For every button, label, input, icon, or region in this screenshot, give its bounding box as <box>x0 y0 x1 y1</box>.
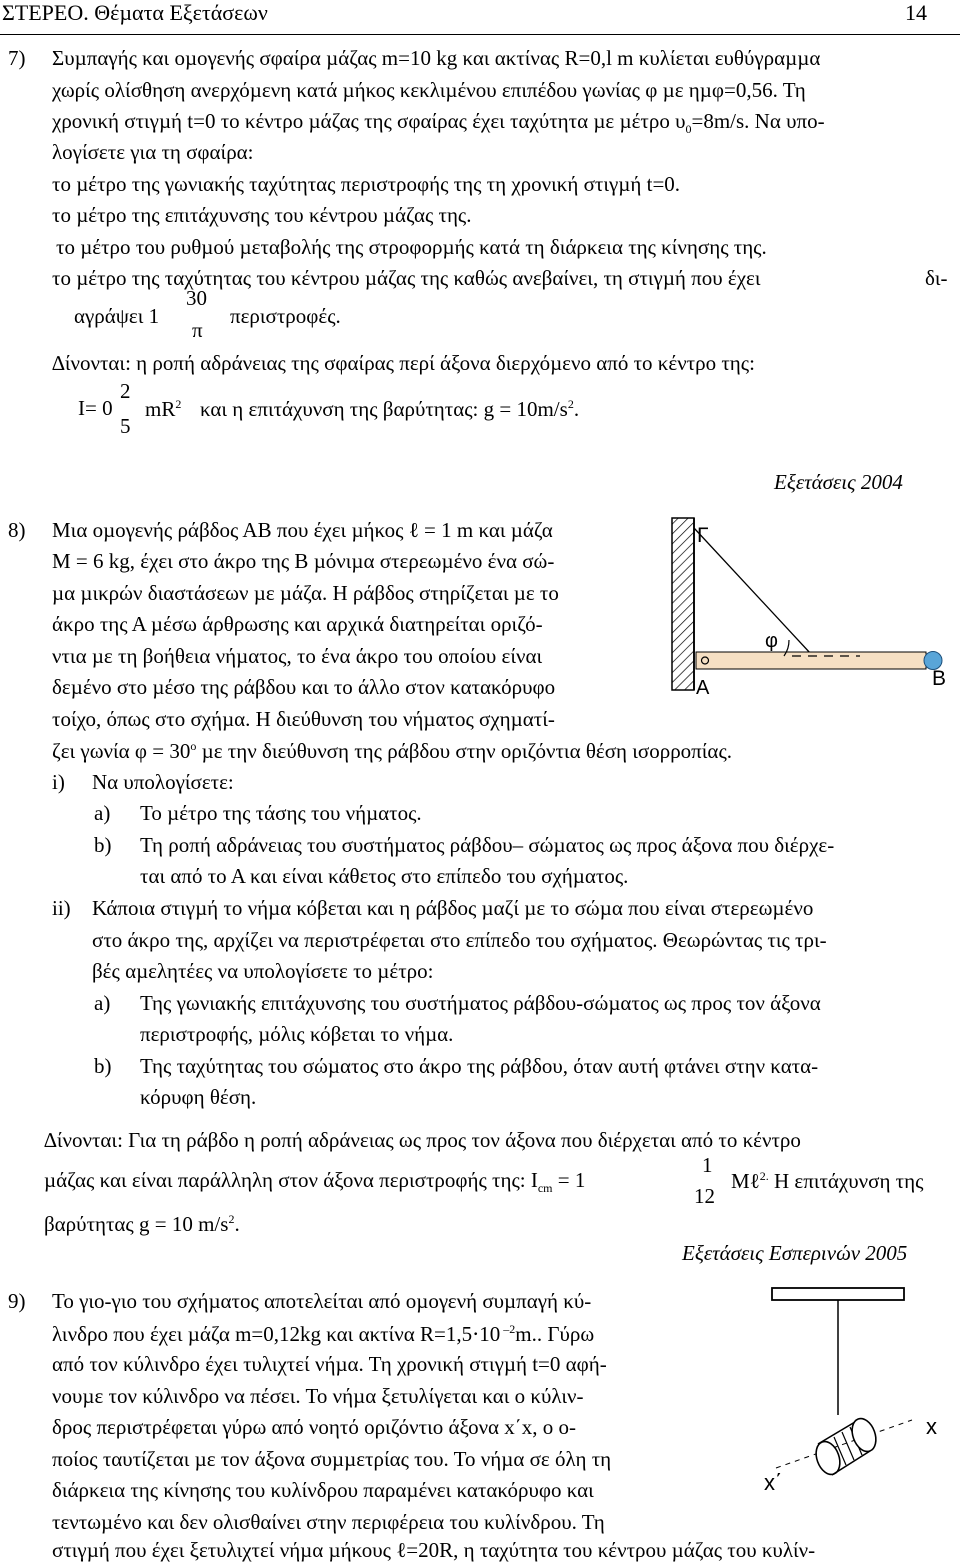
q9-number: 9) <box>8 1289 26 1313</box>
q9-line-2-pre: λινδρο που έχει µάζα m=0,12kg και ακτίνα R=1,5⋅10 <box>52 1322 501 1346</box>
q9-line-4: νουµε τον κύλινδρο να πέσει. Το νήµα ξετυλίγεται και ο κύλιν- <box>52 1384 584 1408</box>
q8-given-2-post: Η επιτάχυνση της <box>768 1169 924 1193</box>
q8-iia-label: a) <box>94 991 111 1015</box>
q9-line-5: δρος περιστρέφεται γύρω από νοητό οριζόντιο άξονα x΄x, ο ο- <box>52 1415 577 1439</box>
string <box>694 528 811 654</box>
q8-given-3-exponent: 2 <box>228 1212 235 1226</box>
q8-iib-text-2: κόρυφη θέση. <box>140 1085 257 1109</box>
q7-rev-pre: αγράψει 1 <box>74 304 160 328</box>
q8-line-1: Μια οµογενής ράβδος ΑΒ που έχει µήκος ℓ = 1 m και µάζα <box>52 518 553 542</box>
q8-ii-text-3: βές αµελητέες να υπολογίσετε το µέτρο: <box>92 959 434 983</box>
q7-item-4: το µέτρο της ταχύτητας του κέντρου µάζας της καθώς ανεβαίνει, τη στιγµή που έχει <box>52 266 761 290</box>
q8-number: 8) <box>8 518 26 542</box>
cylinder-back-face <box>812 1438 844 1477</box>
q9-line-7: διάρκεια της κίνησης του κυλίνδρου παραµένει κατακόρυφο και <box>52 1478 594 1502</box>
q8-line-3: µα µικρών διαστάσεων µε µάζα. Η ράβδος στηρίζεται µε το <box>52 581 559 605</box>
q8-ib-text-2: ται από το Α και είναι κάθετος στο επίπεδο του σχήµατος. <box>140 864 629 888</box>
q7-inertia-numerator: 2 <box>120 379 131 403</box>
q7-u0-subscript: 0 <box>685 122 692 137</box>
q7-line-3-text: χρονική στιγµή t=0 το κέντρο µάζας της σφαίρας έχει ταχύτητα µε µέτρο υ <box>52 109 686 133</box>
q7-inertia-mr <box>145 398 181 420</box>
q8-line-8-post: µε την διεύθυνση της ράβδου στην οριζόντια θέση ισορροπίας. <box>196 739 733 763</box>
q7-rev-numerator: 30 <box>186 286 207 310</box>
q7-item-4-hyphen: δι- <box>925 266 948 290</box>
q7-given: ∆ίνονται: η ροπή αδράνειας της σφαίρας περί άξονα διερχόµενο από το κέντρο της: <box>52 351 755 375</box>
cylinder-front-face <box>848 1415 880 1454</box>
q9-exponent: –2 <box>500 1322 516 1336</box>
ceiling <box>772 1288 904 1300</box>
q8-given-3 <box>44 1213 240 1235</box>
q8-given-2-pre: µάζας και είναι παράλληλη στον άξονα περιστροφής της: I <box>44 1168 538 1192</box>
rod-wall-figure <box>664 512 954 702</box>
q8-line-8-pre: ζει γωνία φ = 30 <box>52 739 191 763</box>
q7-line-2: χωρίς ολίσθηση ανερχόµενη κατά µήκος κεκλιµένου επιπέδου γωνίας φ µε ηµφ=0,56. Τη <box>52 78 806 102</box>
q8-given-2-M-text: Mℓ <box>731 1169 760 1193</box>
q7-g-exponent: 2 <box>567 397 574 411</box>
page-number: 14 <box>905 0 927 25</box>
q7-inertia-denominator: 5 <box>120 414 131 438</box>
label-A: Α <box>696 677 710 699</box>
q7-line-3 <box>52 111 825 135</box>
q7-item-1: το µέτρο της γωνιακής ταχύτητας περιστροφής της τη χρονική στιγµή t=0. <box>52 172 681 196</box>
yoyo-figure <box>740 1280 950 1500</box>
q9-line-2 <box>52 1323 594 1345</box>
q8-given-1: ∆ίνονται: Για τη ράβδο η ροπή αδράνειας ως προς τον άξονα που διέρχεται από το κέντρο <box>44 1128 801 1152</box>
label-gamma: Γ <box>697 524 709 547</box>
q7-inertia-mr-text: mR <box>145 397 176 421</box>
q8-i-label: i) <box>52 770 65 794</box>
q7-line-3-tail: =8m/s. Να υπο- <box>691 109 825 133</box>
q8-iib-text-1: Της ταχύτητας του σώµατος στο άκρο της ράβδου, όταν αυτή φτάνει στην κατα- <box>140 1054 819 1078</box>
q8-given-2 <box>44 1170 585 1194</box>
q8-line-6: δεµένο στο µέσο της ράβδου και το άλλο στον κατακόρυφο <box>52 675 556 699</box>
q8-line-2: Μ = 6 kg, έχει στο άκρο της Β µόνιµα στερεωµένο ένα σώ- <box>52 549 555 573</box>
q8-ii-text-1: Κάποια στιγµή το νήµα κόβεται και η ράβδος µαζί µε το σώµα που είναι στερεωµένο <box>92 896 814 920</box>
q7-source: Εξετάσεις 2004 <box>774 470 903 494</box>
q8-icm-subscript: cm <box>537 1181 553 1196</box>
q8-given-2-eq: = 1 <box>552 1168 586 1192</box>
q8-ia-text: Το µέτρο της τάσης του νήµατος. <box>140 801 422 825</box>
q9-line-2-post: m.. Γύρω <box>515 1322 595 1346</box>
q8-line-8 <box>52 740 732 762</box>
q8-iia-text-1: Της γωνιακής επιτάχυνσης του συστήµατος ράβδου-σώµατος ως προς τον άξονα <box>140 991 821 1015</box>
q9-line-9: στιγµή που έχει ξετυλιχτεί νήµα µήκους ℓ=20R, η ταχύτητα του κέντρου µάζας του κυλίν- <box>52 1538 816 1562</box>
q8-line-7: τοίχο, όπως στο σχήµα. Η διεύθυνση του νήµατος σχηµατί- <box>52 707 555 731</box>
q7-inertia-end: . <box>573 397 580 421</box>
q9-line-8: τεντωµένο και δεν ολισθαίνει στην περιφέρεια του κυλίνδρου. Τη <box>52 1510 605 1534</box>
q7-line-1: Συµπαγής και οµογενής σφαίρα µάζας m=10 kg και ακτίνας R=0,l m κυλίεται ευθύγραµµα <box>52 46 821 70</box>
q8-given-3-end: . <box>234 1212 240 1236</box>
q8-ii-label: ii) <box>52 896 71 920</box>
q7-item-2: το µέτρο της επιτάχυνσης του κέντρου µάζας της. <box>52 203 472 227</box>
q8-given-2-numerator: 1 <box>702 1153 713 1177</box>
header-rule <box>0 34 960 35</box>
q7-rev-post: περιστροφές. <box>230 304 341 328</box>
q8-ib-label: b) <box>94 833 112 857</box>
q8-source: Εξετάσεις Εσπερινών 2005 <box>682 1241 908 1265</box>
q8-given-2-denominator: 12 <box>694 1184 715 1208</box>
label-x-prime: x΄ <box>764 1470 783 1495</box>
q8-iia-text-2: περιστροφής, µόλις κόβεται το νήµα. <box>140 1022 454 1046</box>
q8-ib-text-1: Τη ροπή αδράνειας του συστήµατος ράβδου– σώµατος ως προς άξονα που διέρχε- <box>140 833 835 857</box>
q8-iib-label: b) <box>94 1054 112 1078</box>
q7-inertia-exponent: 2 <box>175 397 182 411</box>
q8-given-3-pre: βαρύτητας g = 10 m/s <box>44 1212 229 1236</box>
q7-inertia-tail <box>200 398 579 420</box>
label-phi: φ <box>765 630 778 652</box>
wall <box>672 518 694 690</box>
label-x: x <box>926 1414 937 1439</box>
q7-rev-denominator: π <box>192 318 203 342</box>
q7-item-3: το µέτρο του ρυθµού µεταβολής της στροφορµής κατά τη διάρκεια της κίνησης της. <box>56 235 767 259</box>
q8-line-5: ντια µε τη βοήθεια νήµατος, το ένα άκρο του οποίου είναι <box>52 644 543 668</box>
q8-line-4: άκρο της Α µέσω άρθρωσης και αρχικά διατηρείται οριζό- <box>52 612 543 636</box>
q7-number: 7) <box>8 46 26 70</box>
q7-inertia-pre: I= 0 <box>78 396 113 420</box>
q8-given-2-exponent: 2. <box>759 1169 769 1183</box>
q8-given-2-M <box>731 1170 923 1192</box>
q9-line-6: ποίος ταυτίζεται µε τον άξονα συµµετρίας του. Το νήµα σε όλη τη <box>52 1447 612 1471</box>
q7-inertia-tail-text: και η επιτάχυνση της βαρύτητας: g = 10m/s <box>200 397 568 421</box>
q8-degree-sign: ο <box>190 739 197 753</box>
q8-ii-text-2: στο άκρο της, αρχίζει να περιστρέφεται στο επίπεδο του σχήµατος. Θεωρώντας τις τρι- <box>92 928 827 952</box>
q7-line-4: λογίσετε για τη σφαίρα: <box>52 140 254 164</box>
q8-ia-label: a) <box>94 801 111 825</box>
label-B: Β <box>932 667 947 690</box>
q8-i-text: Να υπολογίσετε: <box>92 770 234 794</box>
header-title: ΣΤΕΡΕΟ. Θέµατα Εξετάσεων <box>2 0 268 25</box>
q9-line-1: Το γιο-γιο του σχήµατος αποτελείται από οµογενή συµπαγή κύ- <box>52 1289 592 1313</box>
q9-line-3: από τον κύλινδρο έχει τυλιχτεί νήµα. Τη χρονική στιγµή t=0 αφή- <box>52 1352 607 1376</box>
rod-AB <box>696 652 926 669</box>
